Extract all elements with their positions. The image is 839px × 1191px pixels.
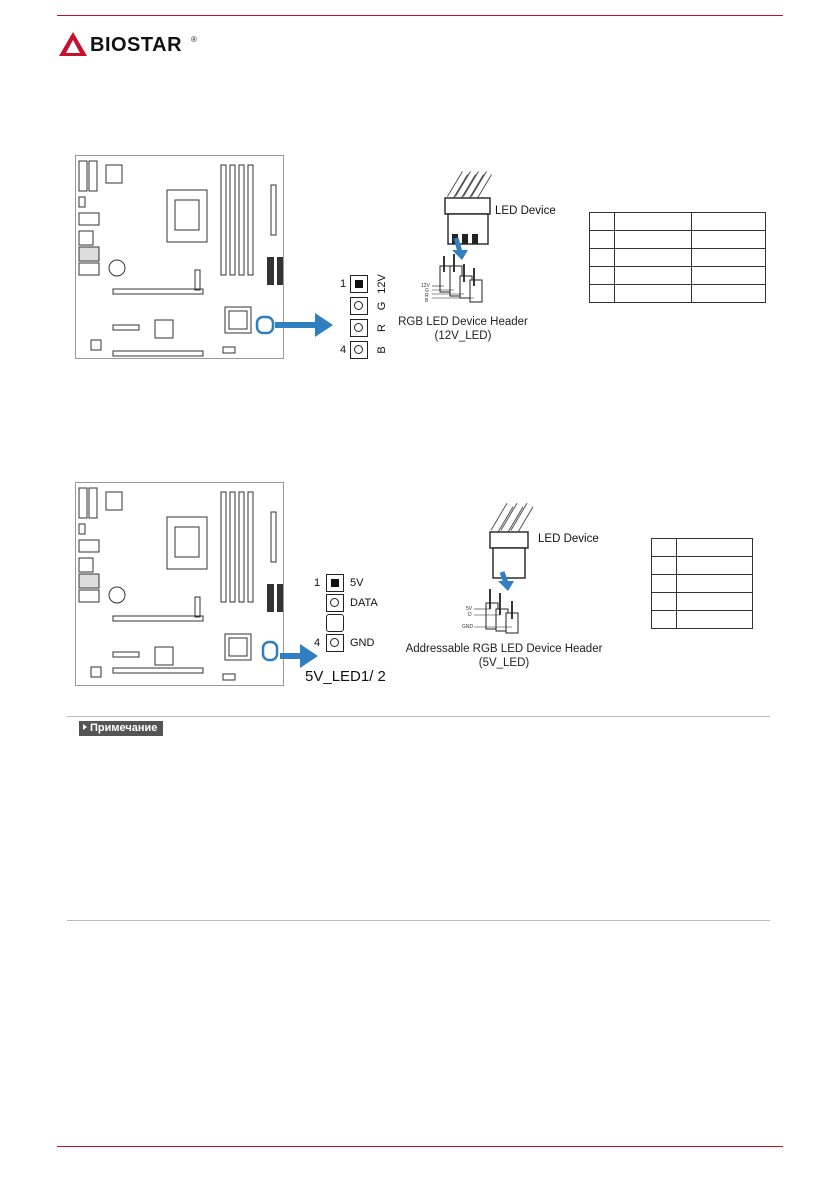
note-triangle-icon [83,724,87,730]
led-device-label-2: LED Device [538,533,599,545]
motherboard-diagram-1 [75,155,285,360]
biostar-logo [58,30,198,62]
pin-4-number: 4 [340,344,347,356]
table-row [590,267,766,285]
led-connector-diagram-1 [420,168,510,303]
mini-label-r: R [425,293,429,299]
pointer-arrow-1 [275,313,335,337]
table-row [652,557,753,575]
header-rule [57,15,783,16]
brand-name: BIOSTAR [90,34,183,56]
table-row [590,231,766,249]
pin-3-round [350,319,368,337]
pin-2-label: G [376,301,388,311]
argb-mini-label-5v: 5V [466,606,473,612]
argb-pin-4-label: GND [350,637,375,649]
pin-1-square [350,275,368,293]
argb-pin-table [651,538,753,629]
argb-pin-4-round [326,634,344,652]
table-row [652,611,753,629]
table-row [652,593,753,611]
pin-2-round [350,297,368,315]
argb-pin-1-square [326,574,344,592]
mini-label-g: G [425,288,429,294]
brand-registered: ® [191,35,197,44]
note-label: Примечание [90,722,158,734]
note-top-rule [67,716,770,717]
argb-caption-line2: (5V_LED) [478,657,530,669]
mini-label-b: B [425,298,429,304]
rgb-caption-line2: (12V_LED) [434,330,492,342]
table-row [590,213,766,231]
argb-caption-line1: Addressable RGB LED Device Header [405,643,603,655]
rgb-caption-line1: RGB LED Device Header [398,316,528,328]
table-row [652,575,753,593]
led-device-label-1: LED Device [495,205,556,217]
motherboard-diagram-2 [75,482,285,687]
argb-pin-1-number: 1 [314,577,321,589]
argb-header-name: 5V_LED1/ 2 [305,668,386,685]
table-row [590,249,766,267]
rgb-pin-table [589,212,766,303]
argb-pin-4-number: 4 [314,637,321,649]
led-connector-diagram-2 [460,497,540,637]
argb-mini-label-gnd: GND [462,624,474,630]
pin-3-label: R [376,324,388,332]
argb-pin-2-label: DATA [350,597,378,609]
argb-pin-1-label: 5V [350,577,364,589]
note-badge [79,721,163,736]
table-row [590,285,766,303]
note-bottom-rule [67,920,770,921]
argb-mini-label-d: D [468,612,472,618]
table-row [652,539,753,557]
argb-pin-2-round [326,594,344,612]
biostar-logo-icon [58,30,88,58]
argb-pin-header [312,574,392,664]
pin-4-round [350,341,368,359]
pin-1-number: 1 [340,278,347,290]
pin-1-label: 12V [376,274,388,294]
argb-pin-3-empty [326,614,344,632]
mini-label-12v: 12V [421,283,430,289]
footer-rule [57,1146,783,1147]
pin-4-label: B [376,346,388,354]
